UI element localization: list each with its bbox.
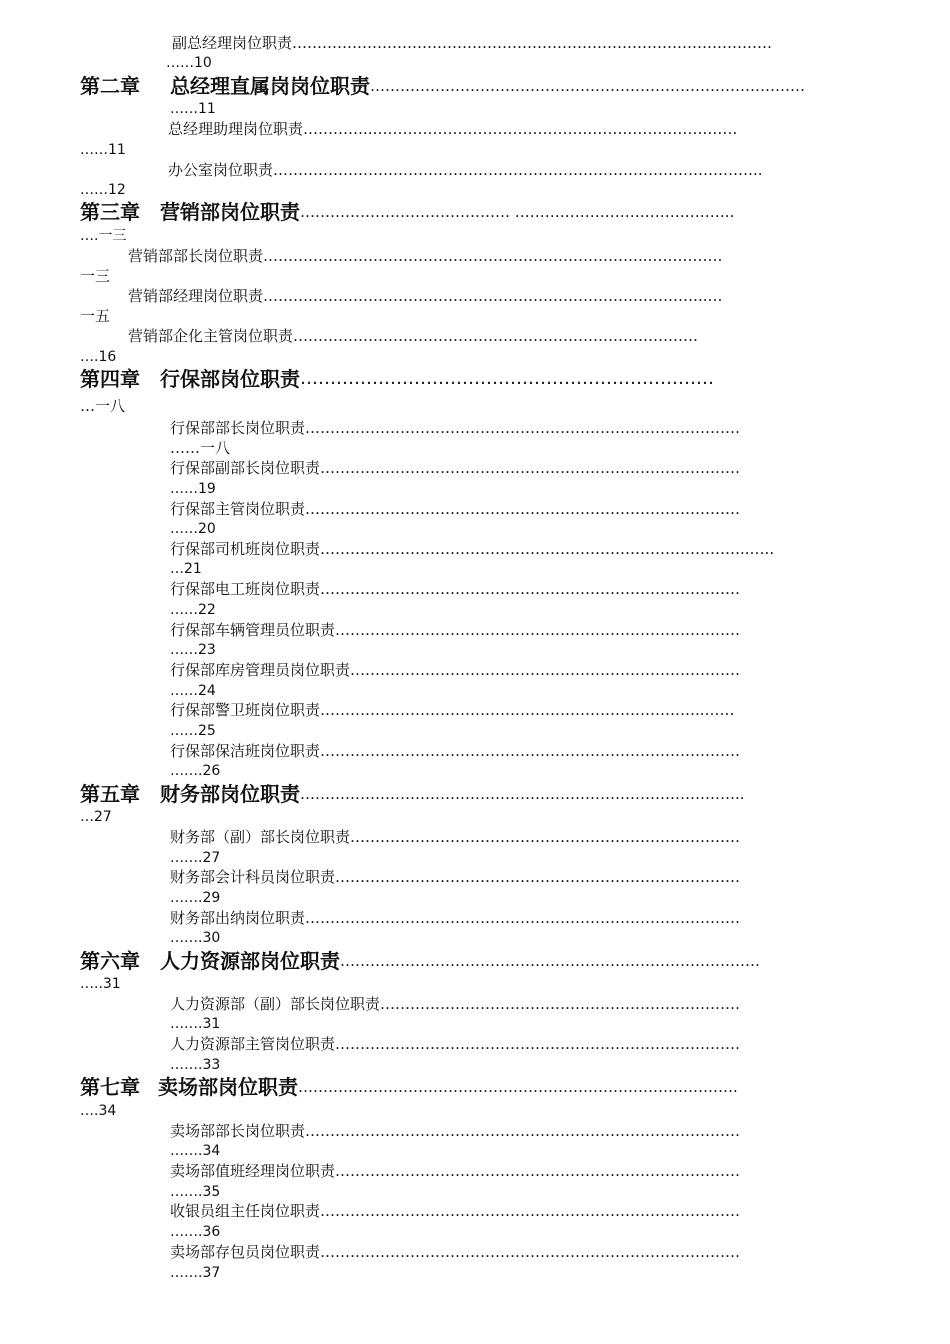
leader-dots: …………………………………………………………………………..…..: [320, 540, 775, 558]
toc-page-number: …….36: [170, 1224, 221, 1240]
leader-dots: ……………………………………………………………………………: [305, 500, 741, 518]
leader-dots: ………………………………………………………………………: [335, 1162, 741, 1180]
toc-entry[interactable]: [170, 579, 860, 599]
chapter-number: 第二章: [80, 74, 140, 98]
toc-page-number: ……25: [170, 723, 216, 739]
leader-dots: ………………………………………………………………………: [335, 1035, 741, 1053]
chapter-title: 卖场部岗位职责: [158, 1075, 298, 1099]
toc-page-number: …….26: [170, 763, 221, 779]
toc-entry[interactable]: [170, 418, 860, 438]
toc-entry-title: 行保部部长岗位职责: [170, 419, 306, 437]
toc-entry-title: 行保部警卫班岗位职责: [170, 701, 321, 719]
chapter-number: 第四章: [80, 367, 140, 391]
toc-entry[interactable]: [172, 33, 862, 53]
leader-dots: …………………………………………………………………………….: [298, 1078, 738, 1096]
toc-entry[interactable]: [170, 499, 860, 519]
toc-entry[interactable]: [170, 741, 860, 761]
toc-entry[interactable]: [168, 119, 862, 139]
toc-page-number: ……24: [170, 683, 216, 699]
toc-page-number: …一八: [80, 397, 126, 415]
toc-entry-title: 总经理助理岗位职责: [168, 120, 304, 138]
toc-entry-title: 行保部副部长岗位职责: [170, 459, 321, 477]
toc-page-number: ….一三: [80, 228, 127, 244]
toc-entry-title: 卖场部值班经理岗位职责: [170, 1162, 336, 1180]
toc-entry-title: 卖场部存包员岗位职责: [170, 1243, 321, 1261]
leader-dots: ……………………………………………………………………: [350, 661, 741, 679]
leader-dots: …………………………………………………………………………: [320, 580, 741, 598]
leader-dots: ………………………………………………………………………: [335, 621, 741, 639]
toc-page-number: …….30: [170, 930, 221, 946]
toc-entry[interactable]: [128, 326, 833, 346]
toc-page-number: 一五: [80, 307, 111, 325]
leader-dots: ……………………………………………………………………………………..: [273, 161, 763, 179]
toc-entry[interactable]: [170, 1121, 860, 1141]
leader-dots: …………………………………………………………………………: [340, 952, 760, 970]
chapter-number: 第三章: [80, 200, 140, 224]
leader-dots: ……………………………………………………………………………………: [292, 34, 773, 52]
chapter-title: 行保部岗位职责: [160, 367, 300, 391]
chapter-number: 第五章: [80, 782, 140, 806]
toc-page-number: …….37: [170, 1265, 221, 1281]
toc-page-number: 一三: [80, 267, 111, 285]
toc-page-number: ……10: [166, 55, 212, 71]
toc-entry[interactable]: [170, 994, 860, 1014]
chapter-title: 财务部岗位职责: [160, 782, 300, 806]
toc-entry-title: 人力资源部（副）部长岗位职责: [170, 995, 381, 1013]
toc-page-number: ……11: [170, 101, 216, 117]
leader-dots: …………………………………………………………………..……: [320, 701, 735, 719]
toc-page-number: ….34: [80, 1103, 117, 1119]
toc-page-number: ……22: [170, 602, 216, 618]
leader-dots: ……………………………………………………………………………: [370, 77, 805, 95]
toc-page-number: …..31: [80, 976, 121, 992]
toc-page-number: …27: [80, 809, 112, 825]
leader-dots: …………………………………………………………………………: [320, 459, 741, 477]
chapter-title: 总经理直属岗岗位职责: [170, 74, 370, 98]
leader-dots: ……………………………………………………………: [300, 368, 714, 389]
toc-entry[interactable]: [170, 620, 860, 640]
toc-page-number: ……11: [80, 142, 126, 158]
toc-chapter[interactable]: [80, 199, 865, 225]
leader-dots: …………………………………………………………………..……………: [263, 247, 723, 265]
toc-chapter[interactable]: [80, 1074, 865, 1100]
toc-page-number: …21: [170, 561, 202, 577]
leader-dots: ……………………………………………………………………: [350, 828, 741, 846]
toc-entry-title: 行保部库房管理员岗位职责: [170, 661, 351, 679]
toc-page-number: …….35: [170, 1184, 221, 1200]
toc-entry-title: 财务部会计科员岗位职责: [170, 868, 336, 886]
toc-entry-title: 收银员组主任岗位职责: [170, 1202, 321, 1220]
toc-entry-title: 营销部经理岗位职责: [128, 287, 264, 305]
toc-entry-title: 人力资源部主管岗位职责: [170, 1035, 336, 1053]
toc-page-number: …….33: [170, 1057, 221, 1073]
leader-dots: ……………………………………………………………………………: [305, 909, 741, 927]
toc-chapter[interactable]: [80, 781, 870, 807]
toc-entry[interactable]: [170, 1161, 860, 1181]
chapter-title: 营销部岗位职责: [160, 200, 300, 224]
leader-dots: ……………………………………………………………………………..: [300, 785, 745, 803]
toc-entry[interactable]: [170, 1201, 860, 1221]
toc-entry[interactable]: [170, 539, 878, 559]
toc-chapter[interactable]: [80, 366, 855, 392]
leader-dots: …………………………………………………………………………: [320, 1243, 741, 1261]
toc-entry[interactable]: [170, 827, 862, 847]
toc-entry-title: 财务部（副）部长岗位职责: [170, 828, 351, 846]
toc-chapter[interactable]: [80, 73, 860, 99]
toc-entry[interactable]: [128, 246, 860, 266]
toc-entry[interactable]: [170, 867, 860, 887]
toc-entry-title: 营销部企化主管岗位职责: [128, 327, 294, 345]
leader-dots: ……………………………………………………………………………..…: [263, 287, 723, 305]
chapter-title: 人力资源部岗位职责: [160, 949, 340, 973]
toc-entry-title: 行保部车辆管理员位职责: [170, 621, 336, 639]
toc-page-number: ……20: [170, 521, 216, 537]
toc-entry[interactable]: [168, 160, 862, 180]
toc-entry-title: 营销部部长岗位职责: [128, 247, 264, 265]
toc-entry[interactable]: [170, 1034, 860, 1054]
chapter-number: 第七章: [80, 1075, 140, 1099]
toc-page-number: …….29: [170, 890, 221, 906]
leader-dots: …………………………………………………………………………: [320, 742, 741, 760]
toc-entry-title: 副总经理岗位职责: [172, 34, 293, 52]
toc-entry[interactable]: [170, 1242, 860, 1262]
toc-entry-title: 办公室岗位职责: [168, 161, 274, 179]
toc-entry-title: 行保部电工班岗位职责: [170, 580, 321, 598]
toc-entry[interactable]: [170, 700, 860, 720]
toc-chapter[interactable]: [80, 948, 860, 974]
toc-entry[interactable]: [128, 286, 860, 306]
toc-page-number: ……一八: [170, 439, 231, 457]
toc-page-number: ….16: [80, 349, 117, 365]
toc-page-number: ……23: [170, 642, 216, 658]
toc-entry-title: 财务部出纳岗位职责: [170, 909, 306, 927]
leader-dots: ………………………………………………………………………: [293, 327, 699, 345]
toc-entry-title: 行保部主管岗位职责: [170, 500, 306, 518]
toc-page-number: …….34: [170, 1143, 221, 1159]
toc-entry-title: 行保部司机班岗位职责: [170, 540, 321, 558]
toc-page-number: …….31: [170, 1016, 221, 1032]
leader-dots: ………………………………………………………………: [380, 995, 741, 1013]
leader-dots: ……………………………………………………………………………: [305, 419, 741, 437]
toc-entry[interactable]: [170, 660, 860, 680]
toc-entry[interactable]: [170, 908, 860, 928]
toc-entry-title: 行保部保洁班岗位职责: [170, 742, 321, 760]
leader-dots: …………………………………………………………………………: [320, 1202, 741, 1220]
toc-page-number: …….27: [170, 850, 221, 866]
toc-entry[interactable]: [170, 458, 860, 478]
leader-dots: ………………………………………………………………………: [335, 868, 741, 886]
chapter-number: 第六章: [80, 949, 140, 973]
toc-entry-title: 卖场部部长岗位职责: [170, 1122, 306, 1140]
toc-page-number: ……19: [170, 481, 216, 497]
leader-dots: …………..…………………………………….…………………………: [303, 120, 738, 138]
toc-page-number: ……12: [80, 182, 126, 198]
leader-dots: …………………………………… ……………………………………..: [300, 203, 735, 221]
leader-dots: ……………………………………………………………………………: [305, 1122, 741, 1140]
